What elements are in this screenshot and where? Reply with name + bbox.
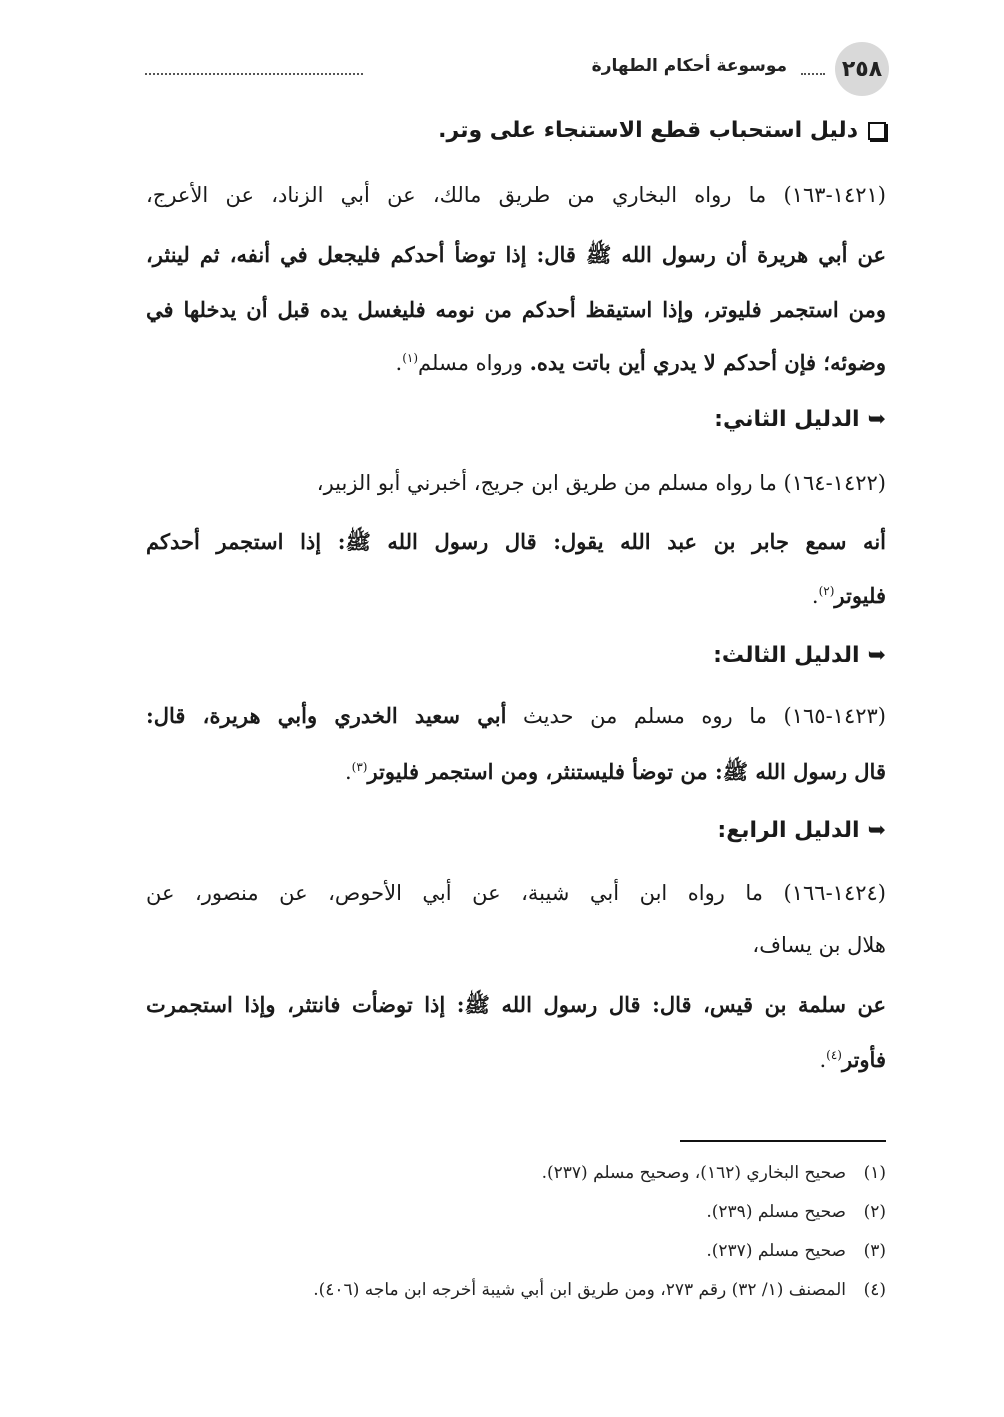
p4-line-4-end: . [819,1048,827,1072]
p3-line-1-narrators: أبي سعيد الخدري وأبي هريرة، قال: [146,703,507,728]
footnote-3-number: (٣) [863,1241,886,1261]
p3-line-2 [146,757,886,787]
p3-line-2-text: قال رسول الله ﷺ: من توضأ فليستنثر، ومن استجمر فليوتر [367,759,886,784]
footnote-4 [146,1278,886,1302]
p4-line-4-text: فأوتر [841,1047,886,1072]
p3-line-1 [146,701,886,731]
p3-line-1-source: (١٤٢٣-١٦٥) ما روه مسلم من حديث [506,704,886,728]
footnote-2-text: صحيح مسلم (٢٣٩). [706,1202,846,1222]
checkbox-square-icon [868,122,886,140]
footnote-ref-2: (٢) [818,584,835,598]
hand-arrow-icon: ➥ [867,818,886,843]
page-number-badge: ٢٥٨ [835,42,889,96]
p1-line-4 [146,348,886,378]
p3-line-2-end: . [344,760,352,784]
header-dotted-rule-right [801,73,825,75]
p2-line-3-end: . [811,584,819,608]
subheading-third-text: الدليل الثالث: [713,643,860,668]
footnote-4-number: (٤) [863,1280,886,1300]
footnote-2-number: (٢) [863,1202,886,1222]
subheading-second-evidence [146,405,886,435]
footnote-1-text: صحيح البخاري (١٦٢)، وصحيح مسلم (٢٣٧). [541,1163,846,1183]
p2-line-2: أنه سمع جابر بن عبد الله يقول: قال رسول الله ﷺ: إذا استجمر أحدكم [146,529,886,554]
p4-line-4 [146,1045,886,1075]
footnote-ref-3: (٣) [351,760,368,774]
p1-line-4-hadith: وضوئه؛ فإن أحدكم لا يدري أين باتت يده. [529,350,886,375]
p4-line-3: عن سلمة بن قيس، قال: قال رسول الله ﷺ: إذا توضأت فانتثر، وإذا استجمرت [146,992,886,1017]
section-heading-text: دليل استحباب قطع الاستنجاء على وتر. [438,118,858,143]
subheading-second-text: الدليل الثاني: [714,407,860,432]
hand-arrow-icon: ➥ [867,407,886,432]
p1-line-2: عن أبي هريرة أن رسول الله ﷺ قال: إذا توضأ أحدكم فليجعل في أنفه، ثم لينثر، [146,242,886,267]
p2-line-1: (١٤٢٢-١٦٤) ما رواه مسلم من طريق ابن جريج، أخبرني أبو الزبير، [316,471,886,495]
running-title: موسوعة أحكام الطهارة [584,56,795,76]
hand-arrow-icon: ➥ [867,643,886,668]
p1-line-4-source: ورواه مسلم [418,351,530,375]
section-heading [146,116,886,146]
p2-line-3-text: فليوتر [834,583,886,608]
subheading-fourth-evidence [146,816,886,846]
subheading-third-evidence [146,641,886,671]
page-header [145,42,889,98]
footnote-1 [146,1161,886,1185]
header-dotted-rule-left [145,73,363,75]
p4-line-2: هلال بن يساف، [752,933,886,957]
p1-line-4-end: . [395,351,403,375]
p2-line-3 [146,581,886,611]
footnote-ref-1: (١) [402,351,419,365]
footnote-ref-4: (٤) [826,1048,842,1062]
p1-line-1: (١٤٢١-١٦٣) ما رواه البخاري من طريق مالك، عن أبي الزناد، عن الأعرج، [146,183,886,207]
p4-line-1: (١٤٢٤-١٦٦) ما رواه ابن أبي شيبة، عن أبي الأحوص، عن منصور، عن [146,881,886,905]
subheading-fourth-text: الدليل الرابع: [717,818,860,843]
footnote-3-text: صحيح مسلم (٢٣٧). [706,1241,846,1261]
p1-line-3: ومن استجمر فليوتر، وإذا استيقظ أحدكم من نومه فليغسل يده قبل أن يدخلها في [146,297,886,322]
footnote-1-number: (١) [863,1163,886,1183]
footnote-separator [680,1140,886,1142]
footnote-3 [146,1239,886,1263]
footnote-2 [146,1200,886,1224]
footnote-4-text: المصنف (١/ ٣٢) رقم ٢٧٣، ومن طريق ابن أبي شيبة أخرجه ابن ماجه (٤٠٦). [313,1280,846,1300]
